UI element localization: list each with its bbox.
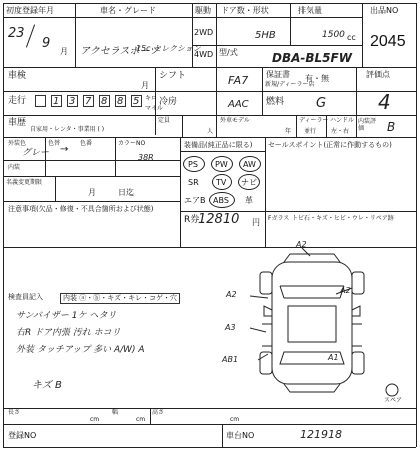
- reg-year: 23: [8, 26, 25, 41]
- car-diagram: [240, 248, 410, 408]
- circle-ps: [183, 156, 205, 172]
- color-label: 外装色: [8, 140, 27, 147]
- width-unit: cm: [136, 416, 146, 423]
- name-change-label: 名義変更期限: [6, 179, 43, 186]
- mileage-digit-5: 8: [117, 96, 124, 107]
- mark-a1: A1: [328, 353, 339, 362]
- equip-tv: TV: [216, 178, 227, 187]
- color-value: グレー: [22, 148, 50, 158]
- score-value: 4: [378, 90, 391, 114]
- mileage-digit-6: 5: [133, 96, 140, 107]
- sales-bottom: トビ石・キズ・ヒビ・ウレ・リペア跡: [292, 215, 394, 222]
- ac-value: AAC: [228, 99, 249, 110]
- circle-tv: [212, 174, 232, 190]
- drive-2wd-label: 2WD: [194, 28, 214, 37]
- equip-ps: PS: [188, 160, 198, 169]
- sales-label: セールスポイント(正常に作動するもの): [268, 141, 392, 149]
- drive-label: 駆動: [195, 6, 211, 15]
- mark-a2-right: A2: [340, 286, 351, 295]
- vehicle-name: アクセラスポーツ: [80, 46, 159, 57]
- mileage-digit-3: 7: [85, 96, 92, 107]
- fuel-value: G: [316, 96, 327, 111]
- model-code: DBA-BL5FW: [272, 51, 352, 65]
- displacement-unit: cc: [347, 33, 356, 42]
- import-label: 外車モデル: [220, 117, 250, 124]
- inspector-options: 内装 ⓐ・ⓑ・キズ・キレ・コゲ・穴: [60, 293, 180, 304]
- color-code-value: 38R: [138, 153, 154, 162]
- equip-pw: PW: [215, 160, 228, 169]
- warranty-sub: 新規/ディーラー店: [265, 81, 315, 88]
- displacement-label: 排気量: [298, 6, 322, 15]
- capacity-unit: 人: [207, 128, 214, 135]
- color-code-label: カラーNO: [118, 140, 146, 147]
- interior-value: B: [387, 120, 396, 134]
- chassis-label: 車台NO: [226, 431, 255, 440]
- reg-no-label: 登録NO: [8, 431, 37, 440]
- fuel-label: 燃料: [266, 97, 285, 107]
- handle-options: 左・右: [331, 128, 350, 135]
- equip-airbag: エアB: [184, 196, 206, 205]
- trim-label: 内装: [8, 164, 21, 171]
- dealer-sub: 並行: [304, 128, 317, 135]
- dealer-label: ディーラー: [299, 117, 329, 124]
- km-label: キロ: [145, 95, 158, 102]
- equip-aw: AW: [243, 160, 256, 169]
- month-unit: 月: [88, 188, 96, 197]
- mile-label: マイル: [145, 105, 163, 112]
- mark-a2-top: A2: [296, 240, 307, 249]
- inspector-label: 検査員記入: [8, 293, 43, 301]
- glass-label: Fガラス: [268, 215, 290, 222]
- day-unit: 日迄: [118, 188, 134, 197]
- mark-a3: A3: [225, 323, 236, 332]
- width-label: 幅: [112, 409, 119, 416]
- door-label: ドア数・形状: [221, 6, 269, 15]
- circle-aw: [239, 156, 261, 172]
- reg-month: 9: [42, 36, 51, 51]
- color-no-label: 色番: [80, 140, 93, 147]
- equip-navi: ナビ: [241, 178, 257, 187]
- inspector-note-4: キズ B: [32, 380, 62, 391]
- color-change-label: 色替: [48, 140, 61, 147]
- recycle-unit: 円: [252, 218, 260, 227]
- vehicle-grade: 15c セレクション: [136, 44, 201, 53]
- mark-a2-left: A2: [226, 290, 237, 299]
- circle-pw: [211, 156, 233, 172]
- import-unit: 年: [285, 128, 292, 135]
- name-grade-label: 車名・グレード: [100, 6, 156, 15]
- mileage-label: 走行: [8, 96, 27, 106]
- warranty-options: 有・無: [305, 74, 329, 83]
- mileage-digit-4: 8: [101, 96, 108, 107]
- history-label: 車歴: [8, 118, 27, 128]
- length-label: 長さ: [8, 409, 21, 416]
- mileage-digit-1: 1: [53, 96, 60, 107]
- length-unit: cm: [90, 416, 100, 423]
- equip-sr: SR: [188, 178, 199, 187]
- chassis-value: 121918: [300, 428, 342, 441]
- circle-abs: [209, 192, 235, 208]
- shift-value: FA7: [228, 74, 249, 87]
- model-label: 型/式: [219, 48, 238, 57]
- recycle-label: R券: [184, 215, 200, 225]
- door-value: 5HB: [255, 30, 276, 41]
- equip-leather: 革: [245, 196, 253, 205]
- recycle-value: 12810: [198, 212, 240, 227]
- inspection-label: 車検: [8, 71, 27, 81]
- drive-4wd-label: 4WD: [194, 50, 214, 59]
- first-reg-label: 初度登録年月: [6, 6, 54, 15]
- equip-abs: ABS: [213, 196, 229, 205]
- listing-no-label: 出品NO: [370, 6, 399, 15]
- mark-ab1: AB1: [222, 355, 239, 364]
- spare-label: スペア: [384, 397, 403, 404]
- inspection-unit: 月: [141, 81, 149, 90]
- handle-label: ハンドル: [330, 117, 355, 124]
- interior-label: 内装評価: [358, 118, 377, 132]
- shift-label: シフト: [159, 71, 187, 81]
- height-label: 高さ: [152, 409, 165, 416]
- circle-navi: [238, 174, 260, 190]
- ac-label: 冷房: [159, 97, 178, 107]
- capacity-label: 定員: [158, 117, 171, 124]
- reg-month-suffix: 月: [60, 47, 68, 56]
- inspector-note-3: 外装 タッチアップ 多い A/W) A: [16, 345, 145, 355]
- equipment-label: 装備品(純正品に限る): [184, 141, 253, 149]
- color-arrow: →: [60, 144, 69, 155]
- score-label: 評価点: [366, 70, 390, 79]
- warranty-label: 保証書: [266, 70, 290, 79]
- history-options: 自家用・レンタ・事業用 ( ): [30, 126, 105, 133]
- inspector-note-2: 右R ドア内張 汚れ ホコリ: [16, 328, 121, 338]
- height-unit: cm: [230, 416, 240, 423]
- sheet-number: 2045: [370, 33, 406, 50]
- mileage-digit-2: 3: [69, 96, 76, 107]
- inspector-note-1: サンバイザー 1ケ ヘタリ: [16, 311, 117, 321]
- notes-label: 注意事項(欠品・修復・不具合箇所および状態): [8, 205, 154, 213]
- displacement-value: 1500: [322, 30, 345, 40]
